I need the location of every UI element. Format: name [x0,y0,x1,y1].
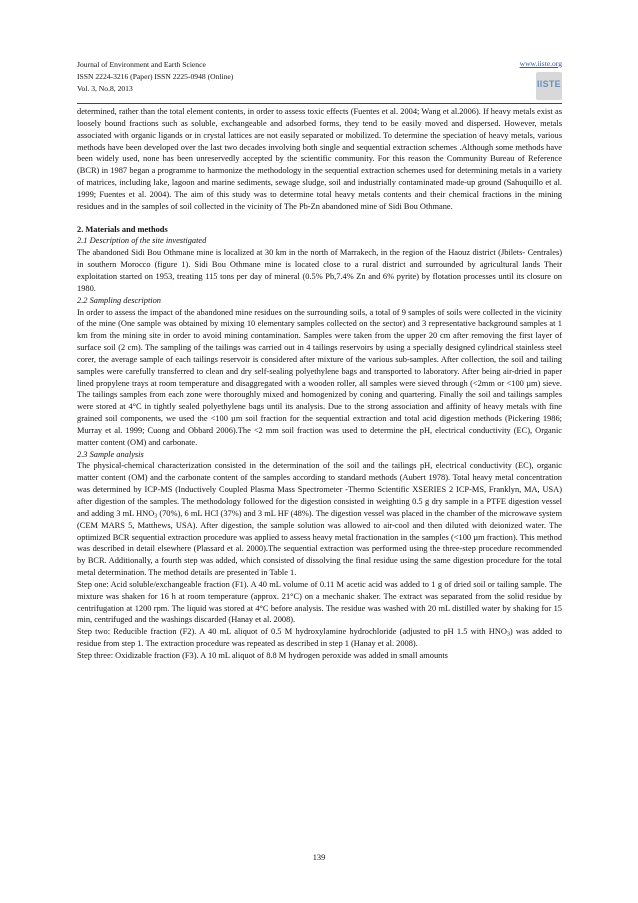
analysis-text-a: The physical-chemical characterization consisted in the determination of the soil and the tailings pH, electrical conductivity (EC), organic matter content (OM) and the carbonate content of the samples according to standard methods (Aubert 1978). Total heavy metal concentration was determined by ICP-MS (Inductively Coupled Plasma Mass Spectrometer -Thermo Scientific XSERIES 2 ICP-MS, Franklyn, MA, USA) after digestion of the samples. The methodology followed for the digestion consisted in weighting 0.5 g dry sample in a PTFE digestion vessel and adding 3 mL HNO [77,461,562,518]
page-number: 139 [312,853,326,862]
subsection-heading-site: 2.1 Description of the site investigated [77,236,207,246]
subsection-heading-analysis: 2.3 Sample analysis [77,449,144,459]
intro-paragraph: determined, rather than the total element contents, in order to assess toxic effects (Fuentes et al. 2004; Wang et al.2006). If heavy metals exist as loosely bound fractions such as soluble, exchangeable and adsorbed forms, they tend to be easily moved and dispersed. However, metals associated with organic ligands or in crystal lattices are not easily separated or mobilized. To determine the speciation of heavy metals, various methods have been developed over the last two decades involving both single and sequential extraction schemes .Although some methods have been widely used, none has been unreservedly accepted by the scientific community. For this reason the Community Bureau of Reference (BCR) in 1987 began a programme to harmonize the methodology in the sequential extraction schemes used for determining metals in a variety of matrices, including lake, lagoon and marine sediments, sewage sludge, soil and industrially contaminated made-up ground (Sahuquillo et al. 1999; Fuentes et al. 2004). The aim of this study was to determine total heavy metals contents and their chemical fractions in the mining residues and in the samples of soil collected in the vicinity of The Pb-Zn abandoned mine of Sidi Bou Othmane. [77,107,562,211]
page-header [77,59,562,101]
hno3-subscript: 3 [154,513,158,520]
iiste-logo [536,72,562,100]
step-two-paragraph [77,626,562,650]
journal-issn: ISSN 2224-3216 (Paper) ISSN 2225-0948 (Online) [77,72,234,81]
journal-website-link[interactable]: www.iiste.org [519,59,562,68]
step-three-paragraph: Step three: Oxidizable fraction (F3). A 10 mL aliquot of 8.8 M hydrogen peroxide was added in small amounts [77,650,448,660]
article-body [77,106,562,662]
header-divider [77,103,562,104]
journal-volume: Vol. 3, No.8, 2013 [77,84,133,93]
analysis-paragraph [77,460,562,578]
step-two-text-a: Step two: Reducible fraction (F2). A 40 mL aliquot of 0.5 M hydroxylamine hydrochloride (adjusted to pH 1.5 with HNO [77,627,507,637]
step-two-text-b: ) was added to residue from step 1. The extraction procedure was repeated as described in step 1 (Hanay et al. 2008). [77,627,562,649]
iiste-logo-text: IISTE [536,79,561,89]
journal-name: Journal of Environment and Earth Science [77,60,206,69]
section-heading-materials-methods: 2. Materials and methods [77,224,168,234]
site-description-paragraph: The abandoned Sidi Bou Othmane mine is localized at 30 km in the north of Marrakech, in the region of the Haouz district (Jbilets- Centrales) in southern Morocco (figure 1). Sidi Bou Othmane mine is located close to a rural district and surrounded by agricultural lands Their exploitation started on 1953, treating 115 tons per day of mineral (0.5% Pb,7.4% Zn and 6% pyrite) by flotation processes until its closure on 1980. [77,248,562,293]
subsection-heading-sampling: 2.2 Sampling description [77,295,161,305]
analysis-text-b: (70%), 6 mL HCl (37%) and 3 mL HF (48%). The digestion vessel was placed in the chamber of the microwave system (CEM MARS 5, Matthews, USA). After digestion, the sample solution was allowed to air-cool and then diluted with deionized water. The optimized BCR sequential extraction procedure was applied to assess heavy metal fractionation in the samples (<100 µm fraction). This method was described in detail elsewhere (Plassard et al. 2000).The sequential extraction was performed using the three-step procedure recommended by BCR. Additionally, a fourth step was added, which consisted of dissolving the final residue using the same digestion procedure for the total metal determination. The method details are presented in Table 1. [77,508,562,578]
step-two-subscript: 3 [506,631,510,638]
step-one-paragraph: Step one: Acid soluble/exchangeable fraction (F1). A 40 mL volume of 0.11 M acetic acid was added to 1 g of dried soil or tailing sample. The mixture was shaken for 16 h at room temperature (approx. 21°C) on a mechanic shaker. The extract was separated from the solid residue by centrifugation at 1200 rpm. The liquid was stored at 4°C before analysis. The residue was washed with 20 mL distilled water by shaking for 15 min, centrifuged and the washings discarded (Hanay et al. 2008). [77,579,562,625]
sampling-paragraph: In order to assess the impact of the abandoned mine residues on the surrounding soils, a total of 9 samples of soils were collected in the vicinity of the mine (One sample was obtained by mixing 10 elementary samples collected on the sector) and 3 representative background samples at 1 km from the mining site in order to avoid mining contamination. Samples were taken from the upper 20 cm after removing the first layer of surface soil (2 cm). The sampling of the tailings was carried out in 4 tailings reservoirs by using a specially designed cylindrical stainless steel corer, the average sample of each tailings reservoir is considered after mixture of the various sub-samples. After collection, the soil and tailing samples were carefully transferred to clean and dry self-sealing polyethylene bags and transported to laboratory. After being air-dried in paper lined propylene trays at room temperature and disaggregated with a wooden roller, all samples were sieved through (<2mm or <100 µm) sieve. The tailings samples from each zone were thoroughly mixed and homogenized by coning and quartering. Finally the soil and tailings samples were stored at 4°C in tightly sealed polyethylene bags until its analysis. Due to the strong association and affinity of heavy metals with fine grained soil components, we used the <100 µm soil fraction for the sequential extraction and total acid digestion methods (Pickering 1986; Murray et al. 1999; Cuong and Obbard 2006).The <2 mm soil fraction was used to determine the pH, electrical conductivity (EC), Organic matter content (OM) and carbonate. [77,307,562,447]
